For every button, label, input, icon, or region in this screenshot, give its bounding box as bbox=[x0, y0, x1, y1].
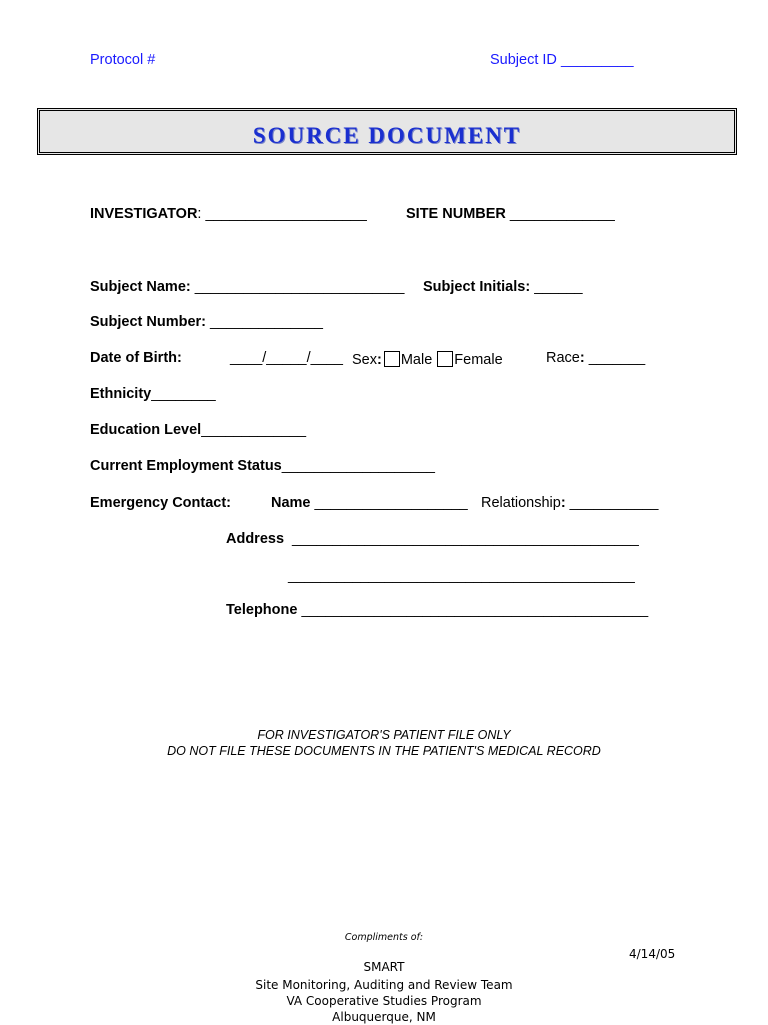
race-colon: : bbox=[579, 350, 585, 366]
document-date: 4/14/05 bbox=[629, 947, 676, 961]
subject-name-row bbox=[90, 280, 404, 295]
subject-number-blank[interactable]: ______________ bbox=[206, 314, 323, 330]
male-label: Male bbox=[400, 352, 433, 368]
subject-initials-label: Subject Initials: bbox=[423, 279, 531, 295]
female-label: Female bbox=[454, 352, 503, 368]
dob-blank[interactable]: ____/_____/____ bbox=[230, 350, 343, 366]
education-blank[interactable]: _____________ bbox=[201, 422, 307, 438]
ethnicity-label: Ethnicity bbox=[90, 386, 152, 402]
telephone-row bbox=[226, 603, 648, 618]
education-row bbox=[90, 423, 306, 438]
protocol-label: Protocol # bbox=[90, 52, 156, 68]
employment-label: Current Employment Status bbox=[90, 458, 282, 474]
subject-id-field[interactable] bbox=[490, 53, 634, 68]
relationship-row bbox=[481, 496, 658, 511]
page-title: SOURCE DOCUMENT bbox=[252, 123, 522, 148]
compliments-label: Compliments of: bbox=[344, 932, 424, 943]
sex-row bbox=[352, 351, 503, 368]
subject-number-label: Subject Number: bbox=[90, 314, 207, 330]
race-blank[interactable]: _______ bbox=[584, 350, 646, 366]
subject-id-label: Subject ID bbox=[490, 52, 557, 68]
site-number-label: SITE NUMBER bbox=[406, 206, 506, 222]
subject-name-blank[interactable]: __________________________ bbox=[190, 279, 405, 295]
race-label: Race bbox=[546, 350, 580, 366]
sex-label: Sex bbox=[352, 352, 377, 368]
footer-org: SMART bbox=[363, 960, 405, 974]
sex-colon: : bbox=[377, 352, 382, 368]
employment-row bbox=[90, 459, 435, 474]
relationship-label: Relationship bbox=[481, 495, 561, 511]
race-row bbox=[546, 351, 645, 366]
investigator-blank[interactable]: ____________________ bbox=[201, 206, 367, 222]
investigator-colon: : bbox=[197, 206, 202, 222]
subject-number-row bbox=[90, 315, 323, 330]
emergency-name-label: Name bbox=[271, 495, 311, 511]
male-checkbox[interactable] bbox=[384, 351, 400, 367]
footer-team: Site Monitoring, Auditing and Review Team bbox=[255, 978, 513, 992]
relationship-colon: : bbox=[560, 495, 566, 511]
relationship-blank[interactable]: ___________ bbox=[565, 495, 659, 511]
subject-initials-row bbox=[423, 280, 583, 295]
subject-id-blank[interactable]: _________ bbox=[560, 52, 634, 68]
footer-location: Albuquerque, NM bbox=[332, 1010, 436, 1024]
title-banner bbox=[37, 108, 737, 155]
ethnicity-blank[interactable]: ________ bbox=[151, 386, 216, 402]
ethnicity-row bbox=[90, 387, 216, 402]
subject-initials-blank[interactable]: ______ bbox=[530, 279, 583, 295]
telephone-blank[interactable]: ___________________________________________ bbox=[297, 602, 649, 618]
footer-program: VA Cooperative Studies Program bbox=[286, 994, 482, 1008]
female-checkbox[interactable] bbox=[437, 351, 453, 367]
investigator-row bbox=[90, 207, 367, 222]
notice-line-1: FOR INVESTIGATOR'S PATIENT FILE ONLY bbox=[257, 728, 511, 742]
address-row bbox=[226, 532, 639, 547]
address-blank-2[interactable]: ___________________________________________ bbox=[288, 568, 635, 584]
telephone-label: Telephone bbox=[226, 602, 298, 618]
dob-label: Date of Birth: bbox=[90, 350, 182, 366]
site-number-row bbox=[406, 207, 615, 222]
notice-line-2: DO NOT FILE THESE DOCUMENTS IN THE PATIENT'S MEDICAL RECORD bbox=[167, 744, 601, 758]
emergency-name-row bbox=[271, 496, 468, 511]
address-blank-1[interactable]: ___________________________________________ bbox=[288, 531, 639, 547]
site-number-blank[interactable]: _____________ bbox=[505, 206, 615, 222]
address-label: Address bbox=[226, 531, 285, 547]
emergency-contact-label: Emergency Contact: bbox=[90, 495, 232, 511]
emergency-name-blank[interactable]: ___________________ bbox=[310, 495, 468, 511]
subject-name-label: Subject Name: bbox=[90, 279, 191, 295]
employment-blank[interactable]: ___________________ bbox=[281, 458, 435, 474]
investigator-label: INVESTIGATOR bbox=[90, 206, 198, 222]
education-label: Education Level bbox=[90, 422, 202, 438]
